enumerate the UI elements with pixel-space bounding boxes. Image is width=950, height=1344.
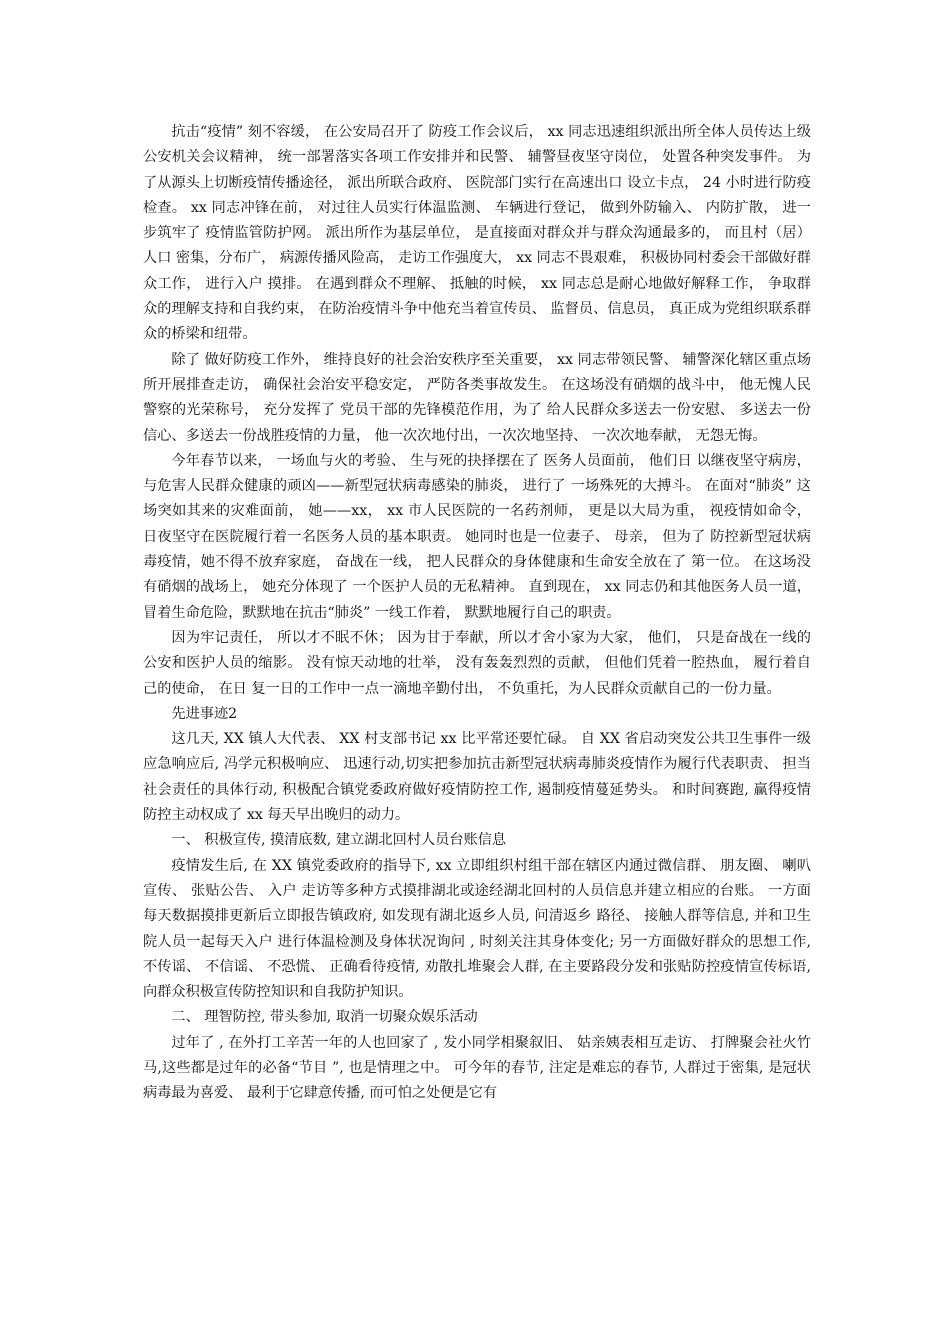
paragraph: 过年了 , 在外打工辛苦一年的人也回家了 , 发小同学相聚叙旧、 姑亲姨表相互走访、 打牌聚会社火竹马,这些都是过年的必备“节目 ”, 也是情理之中。 可今年的春节, 注定是难忘的春节, 人群过于密集, 是冠状病毒最为喜爱、 最利于它肆意传播, 而可怕之处便是它有 bbox=[143, 1034, 811, 1102]
paragraph: 疫情发生后, 在 XX 镇党委政府的指导下, xx 立即组织村组干部在辖区内通过微信群、 朋友圈、 喇叭宣传、 张贴公告、 入户 走访等多种方式摸排湖北或途经湖北回村的人员信息并建立相应的台账。 一方面每天数据摸排更新后立即报告镇政府, 如发现有湖北返乡人员, 问清返乡 路径、 接触人群等信息, 并和卫生院人员一起每天入户 进行体温检测及身体状况询问 , 时刻关注其身体变化; 另一方面做好群众的思想工作, 不传谣、 不信谣、 不恐慌、 正确看待疫情, 劝散扎堆聚会人群, 在主要路段分发和张贴防控疫情宣传标语, 向群众积极宣传防控知识和自我防护知识。 bbox=[143, 857, 811, 1001]
document-body bbox=[143, 120, 811, 1107]
paragraph: 因为牢记责任， 所以才不眠不休； 因为甘于奉献，所以才舍小家为大家， 他们， 只是奋战在一线的公安和医护人员的缩影。 没有惊天动地的壮举， 没有轰轰烈烈的贡献， 但他们凭着一腔热血， 履行着自己的使命， 在日 复一日的工作中一点一滴地辛勤付出， 不负重托，为人民群众贡献自己的一份力量。 bbox=[143, 629, 811, 697]
paragraph: 抗击“疫情” 刻不容缓， 在公安局召开了 防疫工作会议后， xx 同志迅速组织派出所全体人员传达上级公安机关会议精神， 统一部署落实各项工作安排并和民警、 辅警昼夜坚守岗位， 处置各种突发事件。 为了从源头上切断疫情传播途径， 派出所联合政府、 医院部门实行在高速出口 设立卡点， 24 小时进行防疫检查。 xx 同志冲锋在前， 对过往人员实行体温监测、 车辆进行登记， 做到外防输入、 内防扩散， 进一步筑牢了 疫情监管防护网。 派出所作为基层单位， 是直接面对群众并与群众沟通最多的， 而且村（居） 人口 密集，分布广， 病源传播风险高， 走访工作强度大， xx 同志不畏艰难， 积极协同村委会干部做好群众工作， 进行入户 摸排。 在遇到群众不理解、 抵触的时候， xx 同志总是耐心地做好解释工作， 争取群众的理解支持和自我约束， 在防治疫情斗争中他充当着宣传员、 监督员、信息员， 真正成为党组织联系群众的桥梁和纽带。 bbox=[143, 124, 811, 343]
paragraph: 这几天, XX 镇人大代表、 XX 村支部书记 xx 比平常还要忙碌。 自 XX 省启动突发公共卫生事件一级应急响应后, 冯学元积极响应、 迅速行动,切实把参加抗击新型冠状病毒肺炎疫情作为履行代表职责、 担当社会责任的具体行动, 积极配合镇党委政府做好疫情防控工作, 遏制疫情蔓延势头。 和时间赛跑, 赢得疫情防控主动权成了 xx 每天早出晚归的动力。 bbox=[143, 731, 811, 824]
subsection-heading: 二、 理智防控, 带头参加, 取消一切聚众娱乐活动 bbox=[171, 1009, 478, 1026]
section-heading: 先进事迹2 bbox=[171, 705, 238, 722]
paragraph: 今年春节以来， 一场血与火的考验、 生与死的抉择摆在了 医务人员面前， 他们日 以继夜坚守病房， 与危害人民群众健康的顽凶——新型冠状病毒感染的肺炎， 进行了 一场殊死的大搏斗。 在面对“肺炎” 这场突如其来的灾难面前， 她——xx， xx 市人民医院的一名药剂师， 更是以大局为重， 视疫情如命令， 日夜坚守在医院履行着一名医务人员的基本职责。 她同时也是一位妻子、 母亲， 但为了 防控新型冠状病毒疫情，她不得不放弃家庭， 奋战在一线， 把人民群众的身体健康和生命安全放在了 第一位。 在这场没有硝烟的战场上， 她充分体现了 一个医护人员的无私精神。 直到现在， xx 同志仍和其他医务人员一道， 冒着生命危险，默默地在抗击“肺炎” 一线工作着， 默默地履行自己的职责。 bbox=[143, 452, 811, 621]
subsection-heading: 一、 积极宣传, 摸清底数, 建立湖北回村人员台账信息 bbox=[171, 832, 507, 849]
paragraph: 除了 做好防疫工作外， 维持良好的社会治安秩序至关重要， xx 同志带领民警、 辅警深化辖区重点场所开展排查走访， 确保社会治安平稳安定， 严防各类事故发生。 在这场没有硝烟的战斗中， 他无愧人民警察的光荣称号， 充分发挥了 党员干部的先锋模范作用，为了 给人民群众多送去一份安慰、 多送去一份信心、多送去一份战胜疫情的力量， 他一次次地付出，一次次地坚持、 一次次地奉献， 无怨无悔。 bbox=[143, 351, 811, 444]
